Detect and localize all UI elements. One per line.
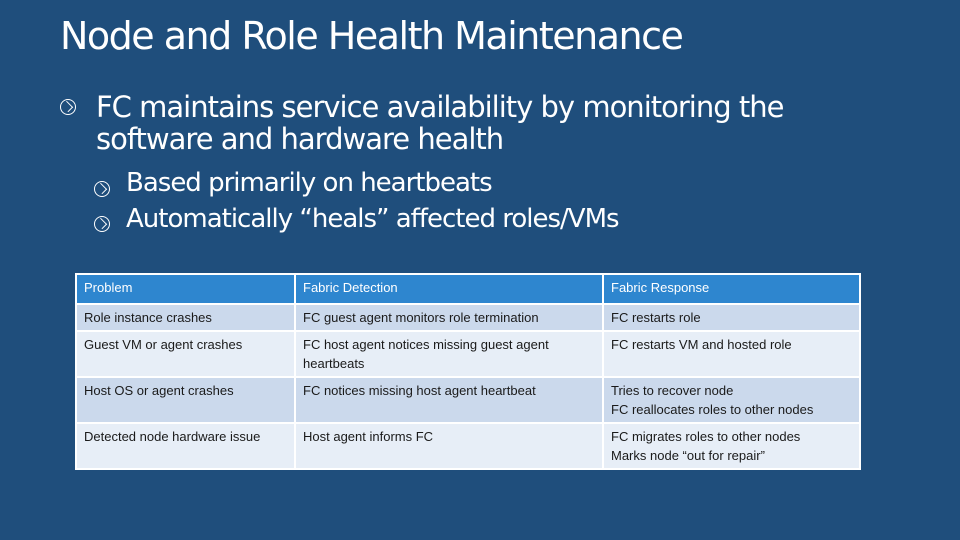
cell-problem: Role instance crashes [76, 304, 295, 331]
response-line: FC reallocates roles to other nodes [611, 402, 814, 417]
response-line: Tries to recover node [611, 383, 734, 398]
table-row [76, 331, 860, 377]
check-circle-icon [94, 181, 110, 197]
header-response: Fabric Response [603, 274, 860, 304]
response-line: FC restarts VM and hosted role [611, 337, 792, 352]
health-table [75, 273, 861, 470]
cell-response [603, 423, 860, 469]
cell-problem: Detected node hardware issue [76, 423, 295, 469]
slide-title: Node and Role Health Maintenance [60, 14, 683, 58]
sub-bullet-2: Automatically “heals” affected roles/VMs [126, 204, 619, 234]
cell-detection [295, 377, 603, 423]
response-line: FC migrates roles to other nodes [611, 429, 801, 444]
cell-detection [295, 331, 603, 377]
cell-detection [295, 304, 603, 331]
header-problem: Problem [76, 274, 295, 304]
table-header-row [76, 274, 860, 304]
table-row [76, 423, 860, 469]
table-row [76, 304, 860, 331]
detection-line: FC guest agent monitors role termination [303, 310, 539, 325]
header-detection: Fabric Detection [295, 274, 603, 304]
cell-detection [295, 423, 603, 469]
cell-response [603, 331, 860, 377]
response-line: Marks node “out for repair” [611, 448, 765, 463]
cell-response [603, 377, 860, 423]
detection-line: FC notices missing host agent heartbeat [303, 383, 536, 398]
cell-problem: Host OS or agent crashes [76, 377, 295, 423]
detection-line: Host agent informs FC [303, 429, 434, 444]
cell-response [603, 304, 860, 331]
detection-line: FC host agent notices missing guest agent heartbeats [303, 337, 549, 371]
response-line: FC restarts role [611, 310, 701, 325]
cell-problem: Guest VM or agent crashes [76, 331, 295, 377]
check-circle-icon [60, 99, 76, 115]
check-circle-icon [94, 216, 110, 232]
sub-bullet-1: Based primarily on heartbeats [126, 168, 492, 198]
main-bullet: FC maintains service availability by monitoring the software and hardware health [96, 90, 784, 156]
table-row [76, 377, 860, 423]
